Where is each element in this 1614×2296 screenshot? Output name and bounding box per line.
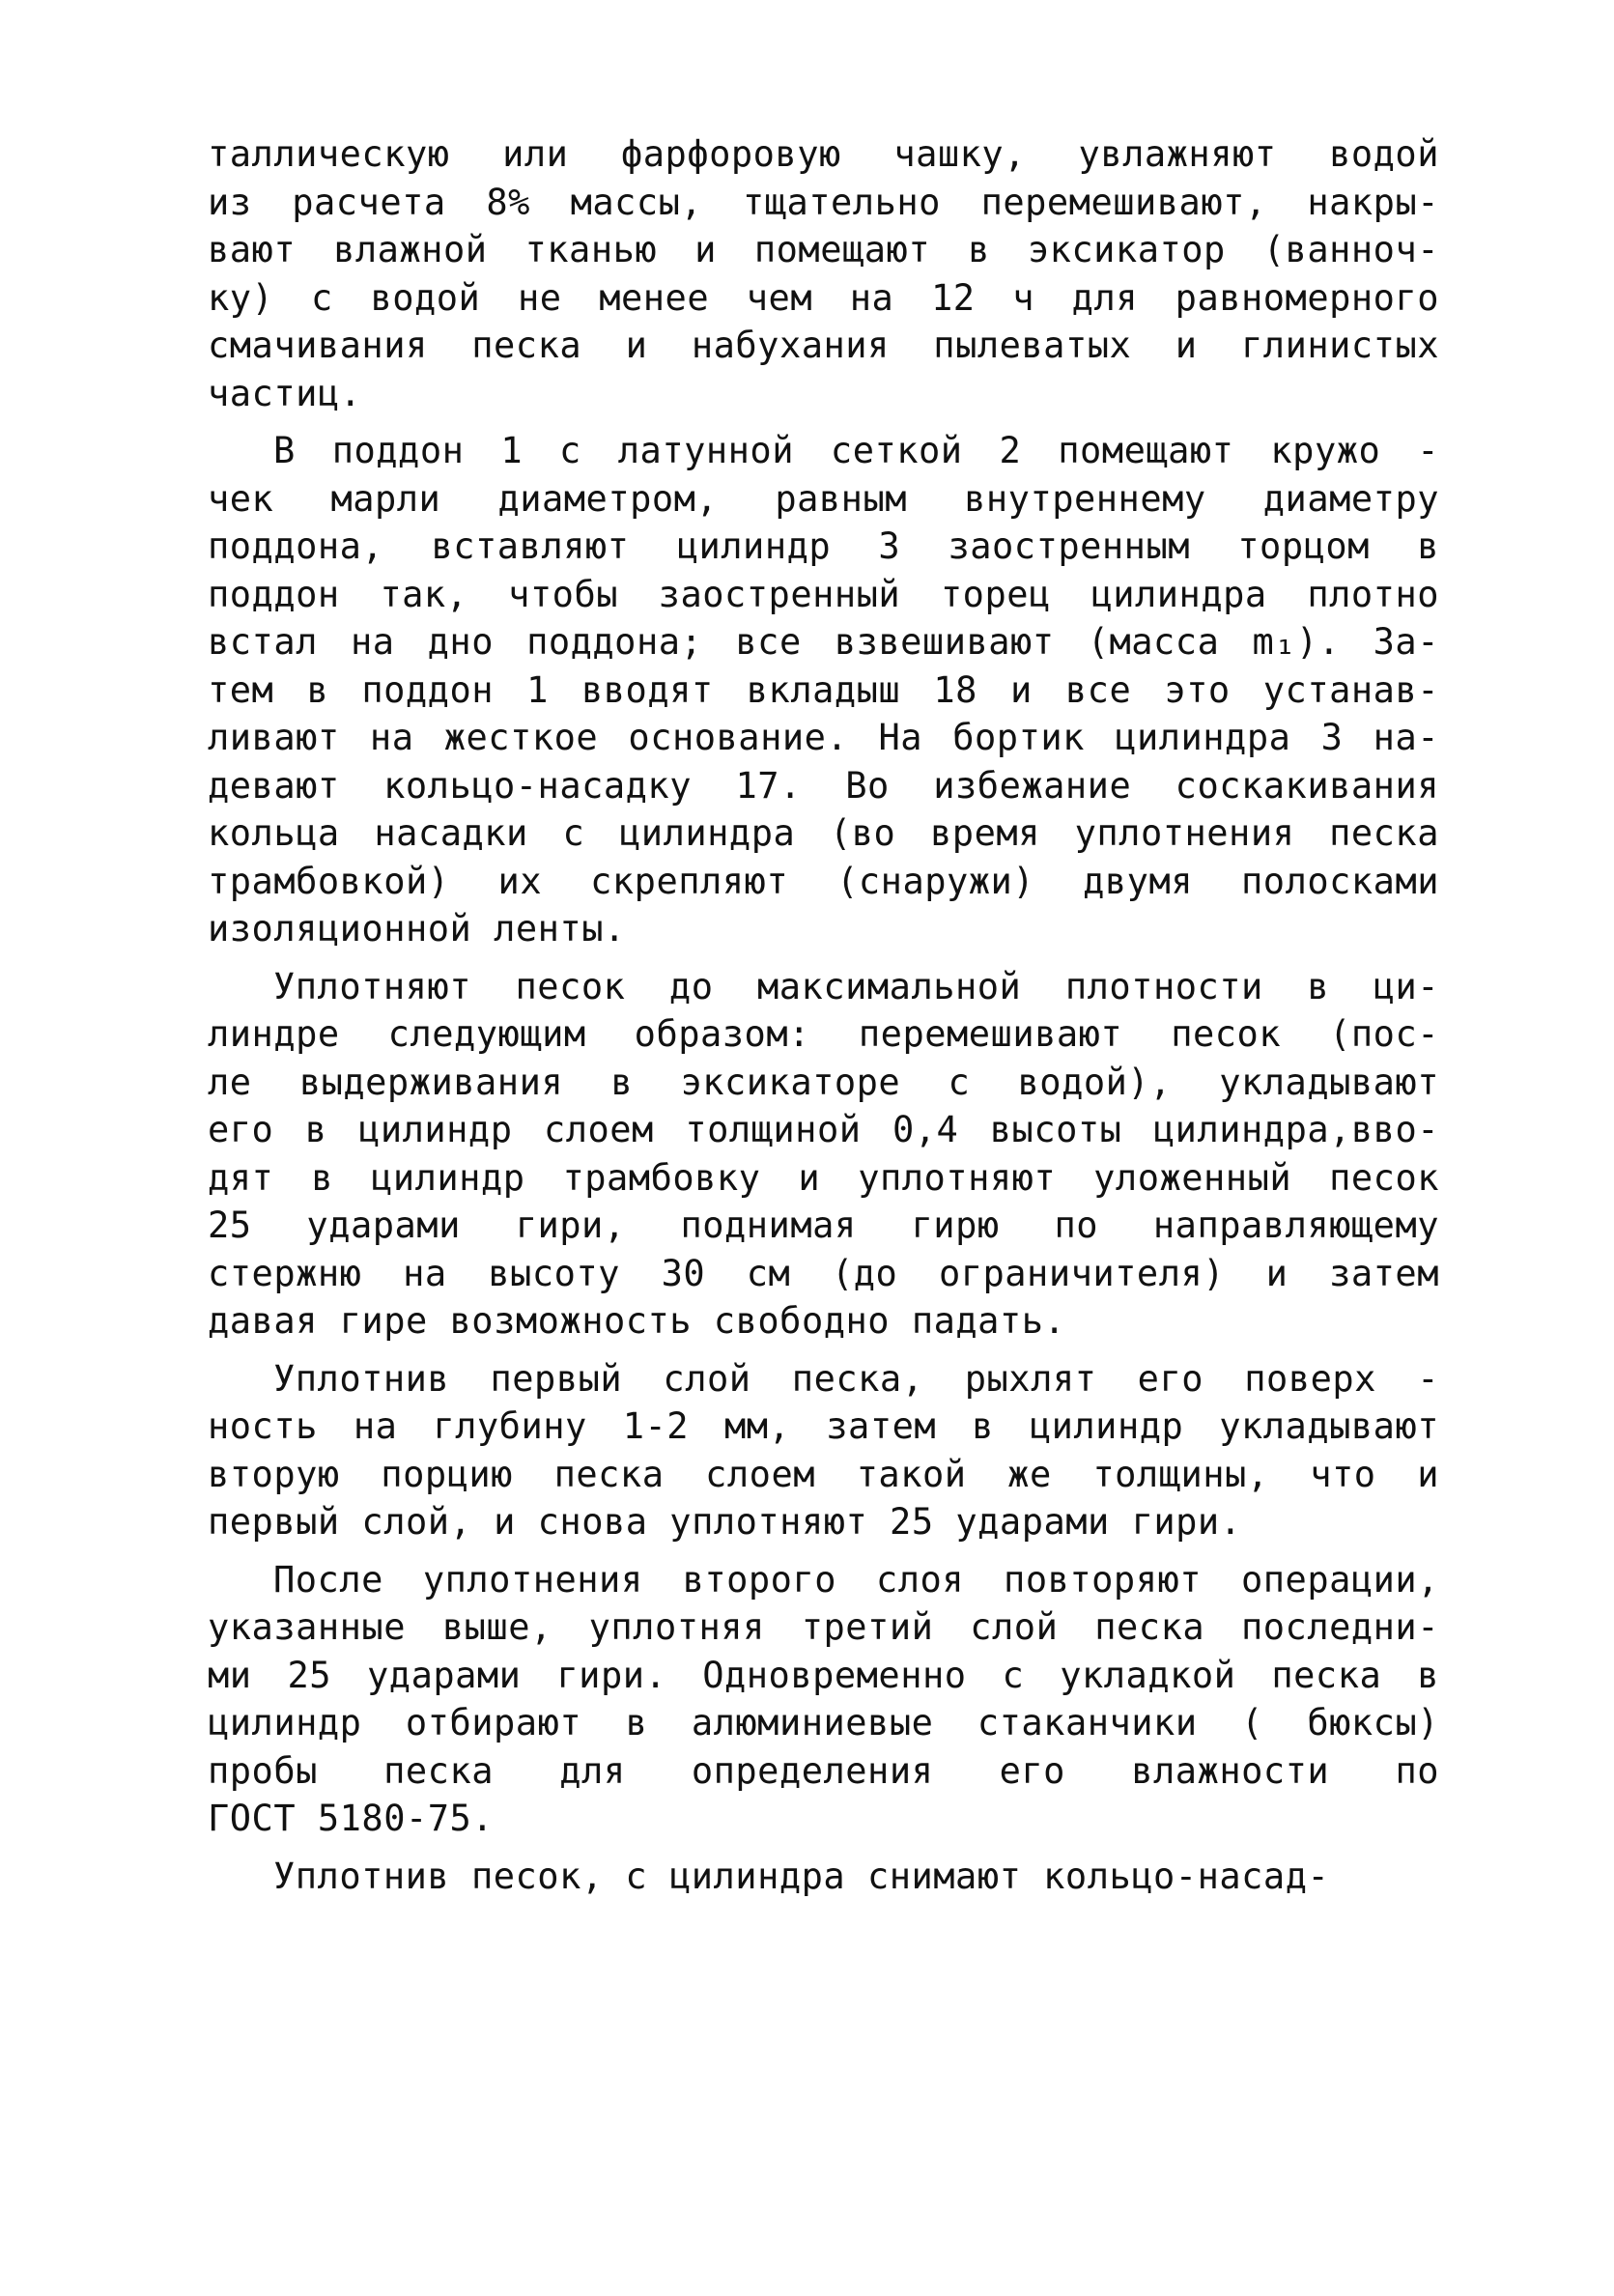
paragraph <box>208 130 1439 417</box>
text-line: изоляционной ленты. <box>208 908 626 950</box>
text-line: первый слой, и снова уплотняют 25 ударами гири. <box>208 1501 1242 1543</box>
text-line: пробы песка для определения его влажности по <box>208 1749 1439 1792</box>
text-line: ку) с водой не менее чем на 12 ч для равномерного <box>208 276 1439 319</box>
text-line: вают влажной тканью и помещают в эксикатор (ванноч- <box>208 229 1439 270</box>
text-line: дят в цилиндр трамбовку и уплотняют уложенный песок <box>208 1156 1439 1199</box>
paragraph <box>208 1556 1439 1843</box>
text-line: 25 ударами гири, поднимая гирю по направляющему <box>208 1205 1439 1246</box>
text-line: указанные выше, уплотняя третий слой песка последни- <box>208 1606 1439 1648</box>
text-line: ливают на жесткое основание. На бортик цилиндра 3 на- <box>208 717 1439 758</box>
paragraph <box>208 427 1439 953</box>
text-line: ГОСТ 5180-75. <box>208 1798 495 1839</box>
text-line: В поддон 1 с латунной сеткой 2 помещают кружо - <box>273 430 1439 471</box>
text-line: Уплотнив первый слой песка, рыхлят его поверх - <box>273 1357 1439 1400</box>
text-line: трамбовкой) их скрепляют (снаружи) двумя полосками <box>208 860 1439 902</box>
text-line: цилиндр отбирают в алюминиевые стаканчики ( бюксы) <box>208 1702 1439 1743</box>
paragraph <box>208 1355 1439 1546</box>
text-line: из расчета 8% массы, тщательно перемешивают, накры- <box>208 181 1439 223</box>
text-line: смачивания песка и набухания пылеватых и глинистых <box>208 325 1439 366</box>
text-line: стержню на высоту 30 см (до ограничителя) и затем <box>208 1252 1439 1294</box>
text-line: давая гире возможность свободно падать. <box>208 1300 1066 1342</box>
text-line: Уплотнив песок, с цилиндра снимают кольцо-насад- <box>273 1855 1330 1897</box>
text-line: таллическую или фарфоровую чашку, увлажняют водой <box>208 133 1439 175</box>
text-line: вторую порцию песка слоем такой же толщины, что и <box>208 1453 1439 1495</box>
text-line: кольца насадки с цилиндра (во время уплотнения песка <box>208 812 1439 854</box>
paragraph <box>208 963 1439 1346</box>
body-text <box>208 130 1439 1900</box>
text-line: поддон так, чтобы заостренный торец цилиндра плотно <box>208 573 1439 615</box>
text-line: поддона, вставляют цилиндр 3 заостренным торцом в <box>208 525 1439 567</box>
text-line: ми 25 ударами гири. Одновременно с укладкой песка в <box>208 1654 1439 1696</box>
text-line: частиц. <box>208 372 362 414</box>
text-line: девают кольцо-насадку 17. Во избежание соскакивания <box>208 764 1439 807</box>
text-line: ность на глубину 1-2 мм, затем в цилиндр укладывают <box>208 1405 1439 1447</box>
text-line: линдре следующим образом: перемешивают песок (пос- <box>208 1013 1439 1055</box>
text-line: Уплотняют песок до максимальной плотности в ци- <box>273 965 1439 1007</box>
text-line: чек марли диаметром, равным внутреннему диаметру <box>208 477 1439 520</box>
text-line: встал на дно поддона; все взвешивают (масса m₁). За- <box>208 621 1439 663</box>
paragraph <box>208 1853 1439 1901</box>
text-line: его в цилиндр слоем толщиной 0,4 высоты цилиндра,вво- <box>208 1109 1439 1150</box>
text-line: тем в поддон 1 вводят вкладыш 18 и все это устанав- <box>208 668 1439 711</box>
text-line: После уплотнения второго слоя повторяют операции, <box>273 1558 1439 1601</box>
text-line: ле выдерживания в эксикаторе с водой), укладывают <box>208 1061 1439 1103</box>
